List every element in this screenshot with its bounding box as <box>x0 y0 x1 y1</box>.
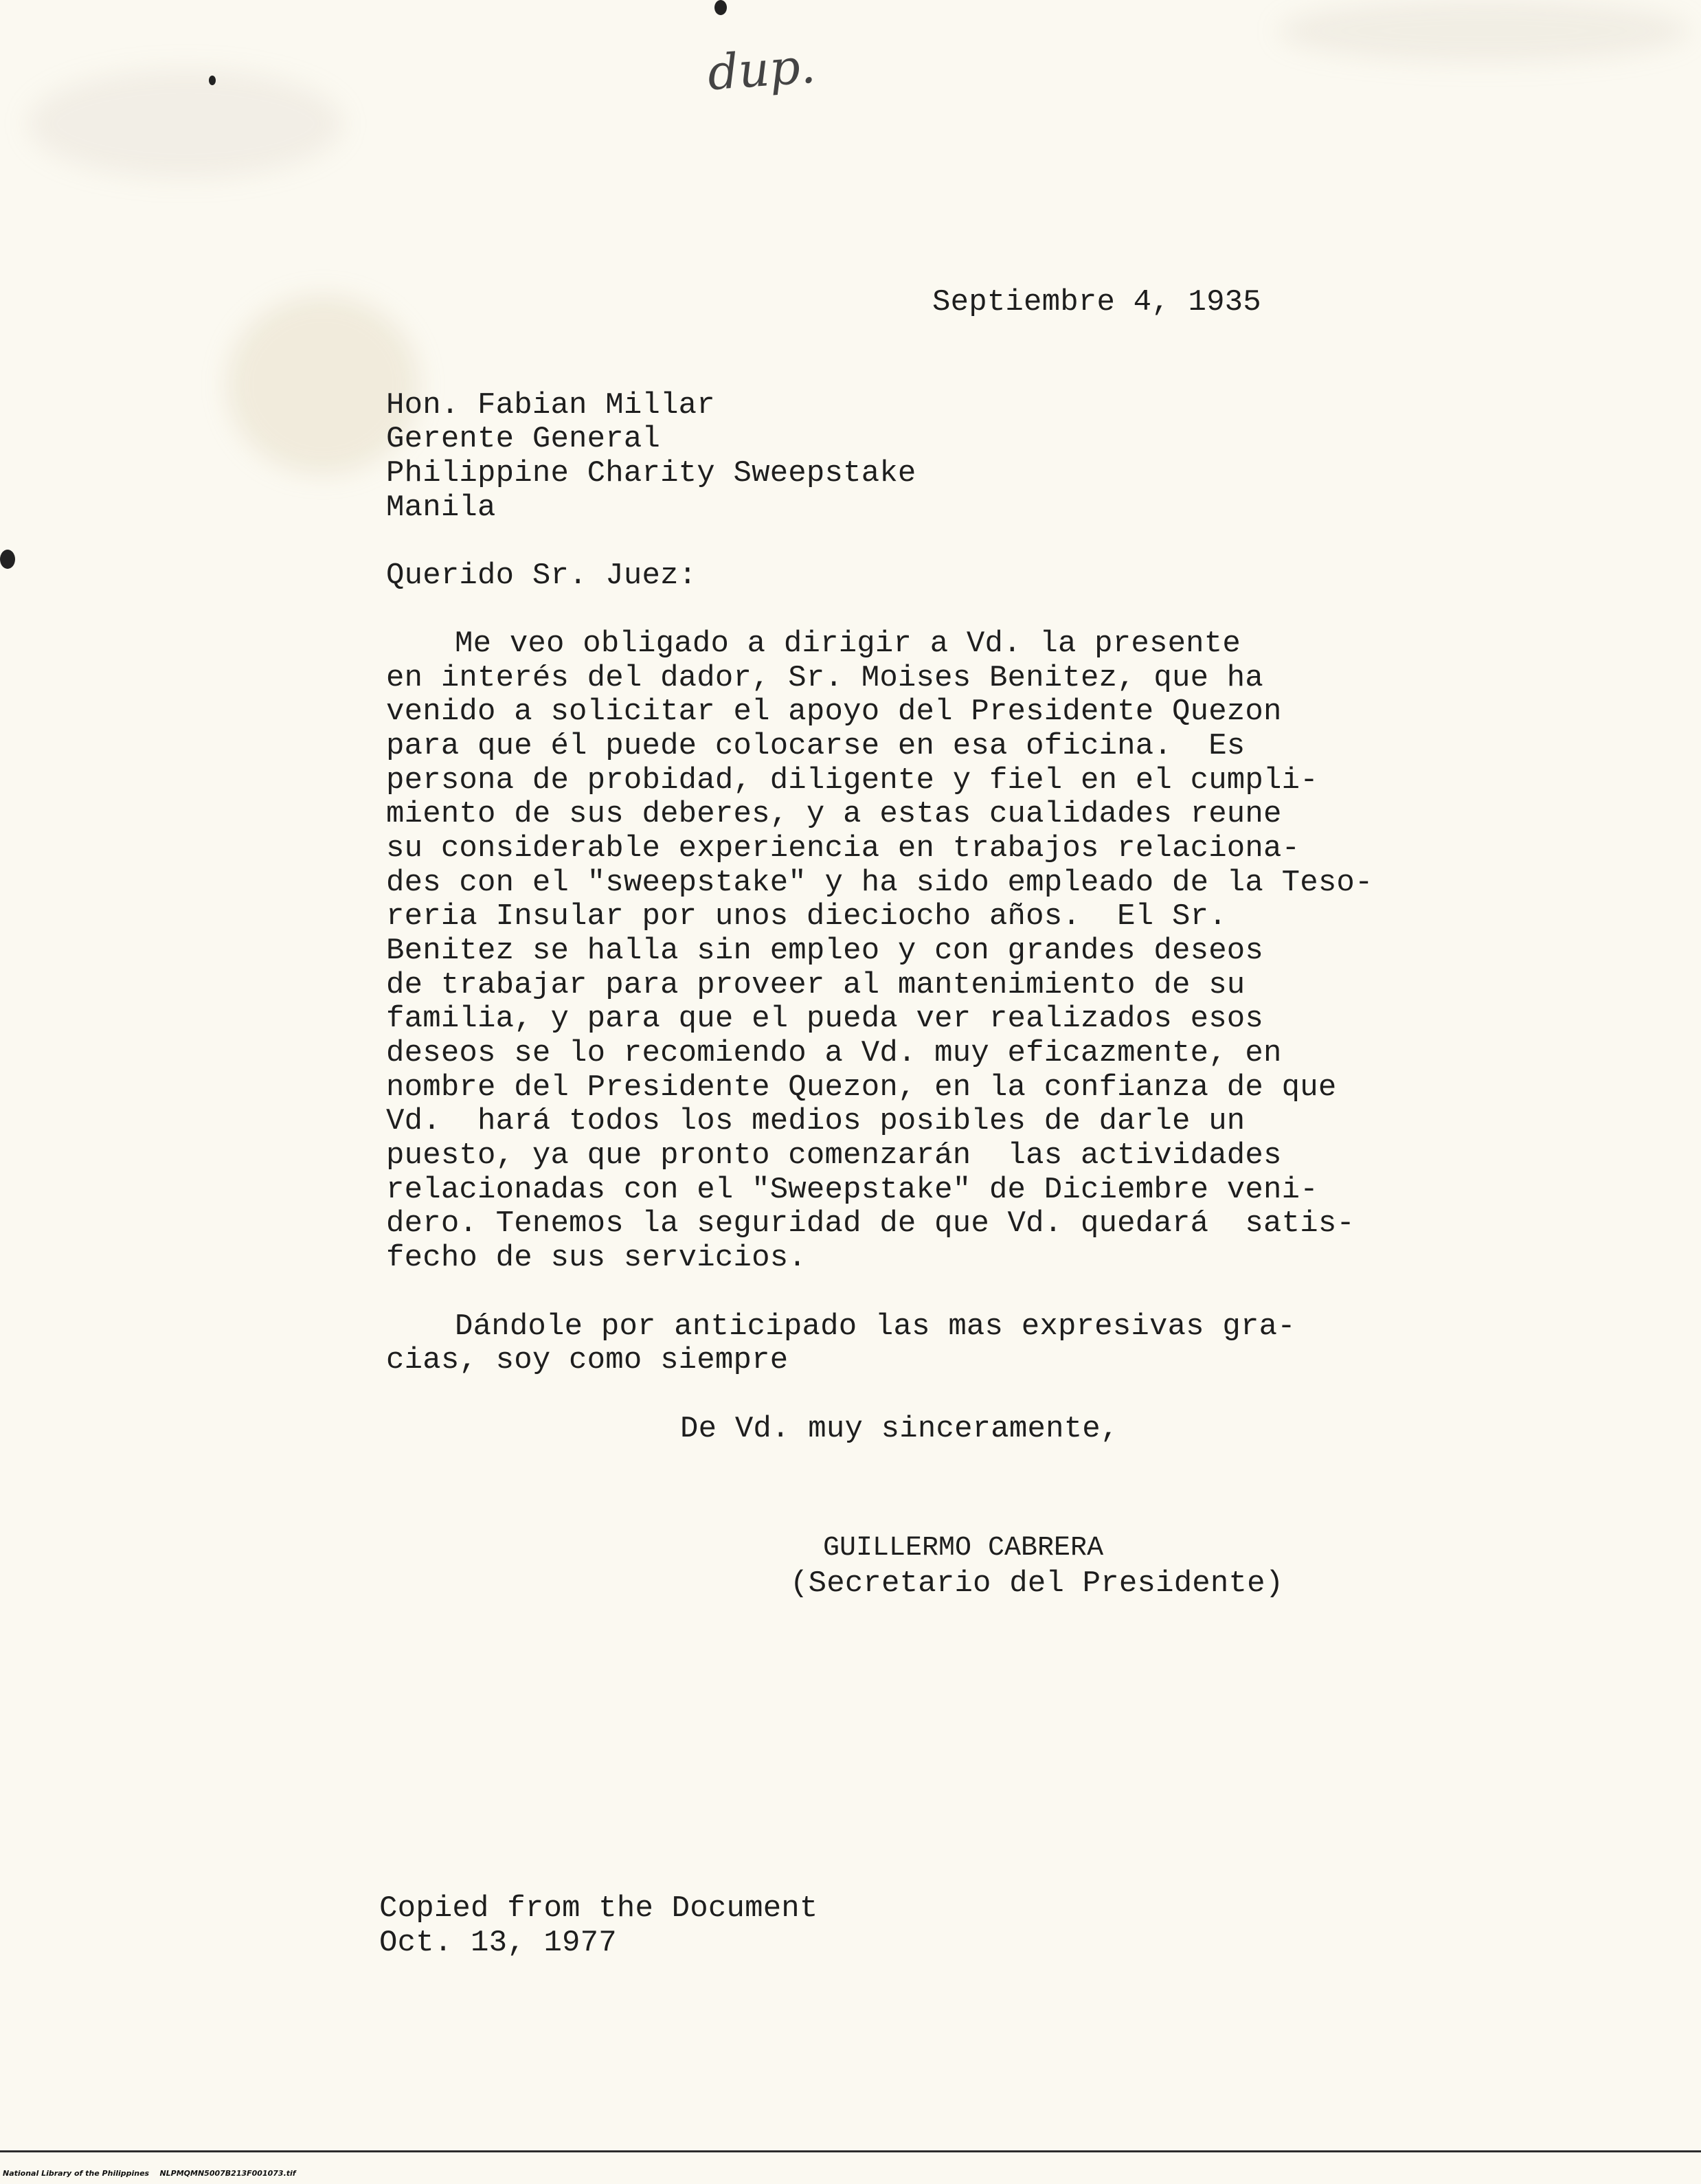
address-line: Manila <box>386 491 496 525</box>
paper-stain <box>27 69 343 179</box>
body-line: reria Insular por unos dieciocho años. El Sr. <box>386 899 1227 934</box>
address-line: Gerente General <box>386 422 661 456</box>
punch-mark <box>714 0 727 15</box>
copy-note-line: Oct. 13, 1977 <box>379 1926 617 1960</box>
body-line: relacionadas con el "Sweepstake" de Diciembre veni- <box>386 1173 1318 1207</box>
body-line: deseos se lo recomiendo a Vd. muy eficazmente, en <box>386 1036 1282 1070</box>
body-line: Me veo obligado a dirigir a Vd. la presente <box>455 627 1241 661</box>
body-line: puesto, ya que pronto comenzarán las actividades <box>386 1138 1282 1173</box>
valediction: De Vd. muy sinceramente, <box>680 1412 1119 1446</box>
copy-note-line: Copied from the Document <box>379 1891 818 1926</box>
footer-file-id: NLPMQMN5007B213F001073.tif <box>159 2169 296 2178</box>
body-line: fecho de sus servicios. <box>386 1241 807 1275</box>
body-line: de trabajar para proveer al mantenimiento de su <box>386 968 1246 1002</box>
punch-mark <box>209 76 216 85</box>
closing-line: Dándole por anticipado las mas expresivas gra- <box>455 1309 1296 1344</box>
footer-label <box>3 2169 296 2178</box>
handwritten-annotation: dup. <box>706 37 818 102</box>
body-line: miento de sus deberes, y a estas cualidades reune <box>386 797 1282 831</box>
salutation: Querido Sr. Juez: <box>386 559 697 593</box>
address-line: Philippine Charity Sweepstake <box>386 456 916 491</box>
footer-library-name: National Library of the Philippines <box>3 2169 150 2178</box>
punch-mark <box>0 550 15 569</box>
body-line: su considerable experiencia en trabajos relaciona- <box>386 831 1300 866</box>
signature-name: GUILLERMO CABRERA <box>823 1533 1104 1564</box>
body-line: familia, y para que el pueda ver realizados esos <box>386 1002 1264 1036</box>
body-line: venido a solicitar el apoyo del Presidente Quezon <box>386 695 1282 729</box>
paper-stain <box>1278 0 1690 62</box>
body-line: Vd. hará todos los medios posibles de darle un <box>386 1104 1246 1138</box>
bottom-rule <box>0 2150 1701 2152</box>
letter-date: Septiembre 4, 1935 <box>932 285 1261 319</box>
body-line: des con el "sweepstake" y ha sido empleado de la Teso- <box>386 866 1373 900</box>
body-line: para que él puede colocarse en esa oficina. Es <box>386 729 1246 763</box>
signature-title: (Secretario del Presidente) <box>790 1566 1284 1601</box>
body-line: en interés del dador, Sr. Moises Benitez, que ha <box>386 661 1264 695</box>
body-line: Benitez se halla sin empleo y con grandes deseos <box>386 934 1264 968</box>
body-line: nombre del Presidente Quezon, en la confianza de que <box>386 1070 1337 1105</box>
body-line: dero. Tenemos la seguridad de que Vd. quedará satis- <box>386 1206 1355 1241</box>
address-line: Hon. Fabian Millar <box>386 388 715 423</box>
body-line: persona de probidad, diligente y fiel en el cumpli- <box>386 763 1318 798</box>
closing-line: cias, soy como siempre <box>386 1343 789 1377</box>
